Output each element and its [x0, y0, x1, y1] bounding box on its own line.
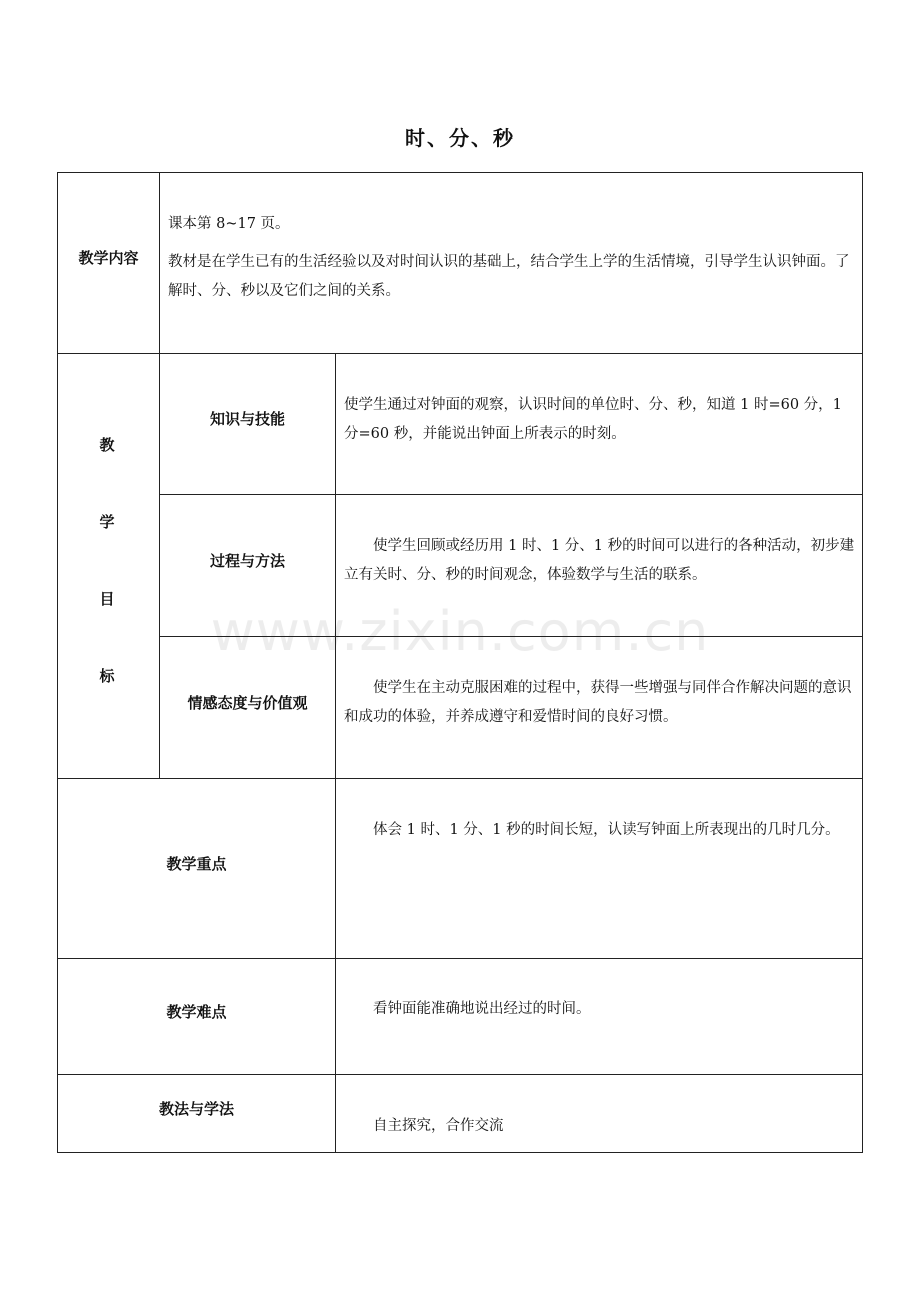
- page-title: 时、分、秒: [405, 126, 515, 150]
- difficulties-text: 看钟面能准确地说出经过的时间。: [373, 1001, 591, 1017]
- content-line-2: 教材是在学生已有的生活经验以及对时间认识的基础上，结合学生上学的生活情境，引导学生认识钟面。了解时、分、秒以及它们之间的关系。: [168, 254, 850, 299]
- objectives-char-1: 教: [99, 436, 115, 454]
- content-label: 教学内容: [78, 249, 139, 267]
- objective-3-label: 情感态度与价值观: [187, 694, 308, 712]
- content-line-1: 课本第 8~17 页。: [168, 216, 290, 232]
- watermark-text: www.zixin.com.cn: [210, 600, 710, 663]
- objective-1-label: 知识与技能: [209, 410, 285, 428]
- objective-2-label: 过程与方法: [209, 552, 285, 570]
- objective-3-text: 使学生在主动克服困难的过程中，获得一些增强与同伴合作解决问题的意识和成功的体验，并养成遵守和爱惜时间的良好习惯。: [344, 680, 852, 725]
- objectives-label-cell: [57, 353, 160, 779]
- objectives-char-4: 标: [99, 667, 115, 685]
- key-points-label: 教学重点: [166, 855, 227, 873]
- objectives-char-3: 目: [99, 590, 115, 608]
- methods-label: 教法与学法: [158, 1100, 234, 1118]
- objective-1-text: 使学生通过对钟面的观察，认识时间的单位时、分、秒，知道 1 时=60 分，1 分=60 秒，并能说出钟面上所表示的时刻。: [344, 397, 842, 442]
- key-points-text: 体会 1 时、1 分、1 秒的时间长短，认读写钟面上所表现出的几时几分。: [373, 822, 840, 838]
- objective-2-text: 使学生回顾或经历用 1 时、1 分、1 秒的时间可以进行的各种活动，初步建立有关时、分、秒的时间观念，体验数学与生活的联系。: [344, 538, 855, 583]
- key-points-body-cell: [335, 778, 863, 959]
- methods-text: 自主探究，合作交流: [373, 1118, 504, 1134]
- objectives-char-2: 学: [99, 513, 115, 531]
- difficulties-label: 教学难点: [166, 1003, 227, 1021]
